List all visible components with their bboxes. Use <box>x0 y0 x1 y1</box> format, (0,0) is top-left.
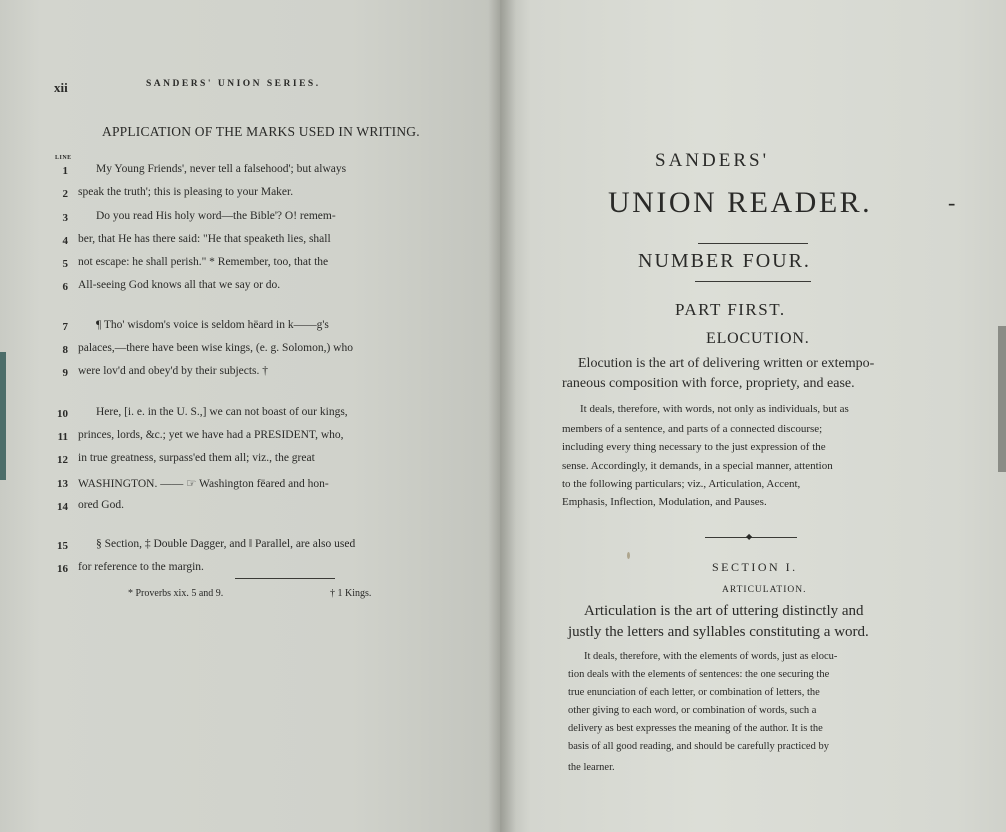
section-title: APPLICATION OF THE MARKS USED IN WRITING. <box>102 124 420 139</box>
text-line: ¶ Tho' wisdom's voice is seldom hëard in k——g's <box>96 319 329 331</box>
footnote-kings: † 1 Kings. <box>330 588 372 599</box>
text-line: § Section, ‡ Double Dagger, and ‖ Parallel, are also used <box>96 538 356 550</box>
line-number: 1 <box>62 165 68 177</box>
text-line: Here, [i. e. in the U. S.,] we can not boast of our kings, <box>96 406 348 418</box>
articulation-body-line: delivery as best expresses the meaning of the author. It is the <box>568 723 823 734</box>
line-number: 3 <box>62 212 68 224</box>
text-line: Do you read His holy word—the Bible'? O! remem- <box>96 210 336 222</box>
text-line: palaces,—there have been wise kings, (e. g. Solomon,) who <box>78 342 353 354</box>
text-line: All-seeing God knows all that we say or do. <box>78 279 281 291</box>
elocution-body-line: It deals, therefore, with words, not only as individuals, but as <box>580 403 849 415</box>
elocution-body-line: including every thing necessary to the just expression of the <box>562 441 826 453</box>
elocution-body-line: sense. Accordingly, it demands, in a special manner, attention <box>562 460 833 472</box>
paper-tab-right <box>998 326 1006 472</box>
title-sanders: SANDERS' <box>655 150 769 171</box>
elocution-lead-line: Elocution is the art of delivering written or extempo- <box>578 356 875 371</box>
text-line: WASHINGTON. —— ☞ Washington fëared and hon- <box>78 478 329 490</box>
text-line: for reference to the margin. <box>78 561 204 573</box>
book-gutter <box>488 0 516 832</box>
running-header: SANDERS' UNION SERIES. <box>146 79 321 89</box>
right-page <box>500 0 1006 832</box>
left-page <box>0 0 500 832</box>
line-number: 14 <box>57 501 68 513</box>
text-line: ber, that He has there said: "He that speaketh lies, shall <box>78 233 331 245</box>
title-union-reader: UNION READER. <box>608 186 873 219</box>
line-number: 9 <box>62 367 68 379</box>
articulation-body-line: basis of all good reading, and should be carefully practiced by <box>568 741 829 752</box>
articulation-body-line: true enunciation of each letter, or combination of letters, the <box>568 687 820 698</box>
line-number: 12 <box>57 454 68 466</box>
line-number: 4 <box>62 235 68 247</box>
articulation-body-line: It deals, therefore, with the elements of words, just as elocu- <box>584 651 838 662</box>
articulation-body-line: other giving to each word, or combination of words, such a <box>568 705 817 716</box>
line-number: 7 <box>62 321 68 333</box>
text-line: in true greatness, surpass'ed them all; viz., the great <box>78 452 315 464</box>
line-number: 15 <box>57 540 68 552</box>
line-number: 6 <box>62 281 68 293</box>
articulation-lead-line: Articulation is the art of uttering distinctly and <box>584 603 864 619</box>
line-number: 8 <box>62 344 68 356</box>
page-number: xii <box>54 80 68 95</box>
stray-mark: - <box>948 190 956 215</box>
section-heading: SECTION I. <box>712 560 798 574</box>
articulation-body-line: the learner. <box>568 762 615 773</box>
articulation-lead-line: justly the letters and syllables constituting a word. <box>568 624 869 640</box>
ornament-diamond-icon: ◆ <box>746 532 753 541</box>
footnote-rule <box>235 578 335 579</box>
title-rule <box>698 243 808 244</box>
articulation-heading: ARTICULATION. <box>722 585 807 595</box>
line-number: 5 <box>62 258 68 270</box>
line-number: 13 <box>57 478 68 490</box>
elocution-heading: ELOCUTION. <box>706 330 810 347</box>
line-number: 11 <box>57 431 68 443</box>
articulation-body-line: tion deals with the elements of sentences: the one securing the <box>568 669 830 680</box>
line-number: 16 <box>57 563 68 575</box>
elocution-body-line: Emphasis, Inflection, Modulation, and Pauses. <box>562 496 767 508</box>
footnote-proverbs: * Proverbs xix. 5 and 9. <box>128 588 224 599</box>
title-number-four: NUMBER FOUR. <box>638 250 811 272</box>
text-line: speak the truth'; this is pleasing to your Maker. <box>78 186 294 198</box>
elocution-lead-line: raneous composition with force, propriety, and ease. <box>562 376 855 391</box>
text-line: not escape: he shall perish." * Remember, too, that the <box>78 256 329 268</box>
elocution-body-line: members of a sentence, and parts of a connected discourse; <box>562 423 823 435</box>
title-rule-lower <box>695 281 811 282</box>
paper-tab-left <box>0 352 6 480</box>
line-label: LINE <box>55 155 72 161</box>
text-line: were lov'd and obey'd by their subjects. † <box>78 365 269 377</box>
elocution-body-line: to the following particulars; viz., Articulation, Accent, <box>562 478 801 490</box>
text-line: ored God. <box>78 499 124 511</box>
text-line: princes, lords, &c.; yet we have had a PRESIDENT, who, <box>78 429 344 441</box>
part-heading: PART FIRST. <box>675 300 786 319</box>
line-number: 10 <box>57 408 68 420</box>
foxing-spot <box>627 552 630 559</box>
text-line: My Young Friends', never tell a falsehood'; but always <box>96 163 347 175</box>
line-number: 2 <box>62 188 68 200</box>
